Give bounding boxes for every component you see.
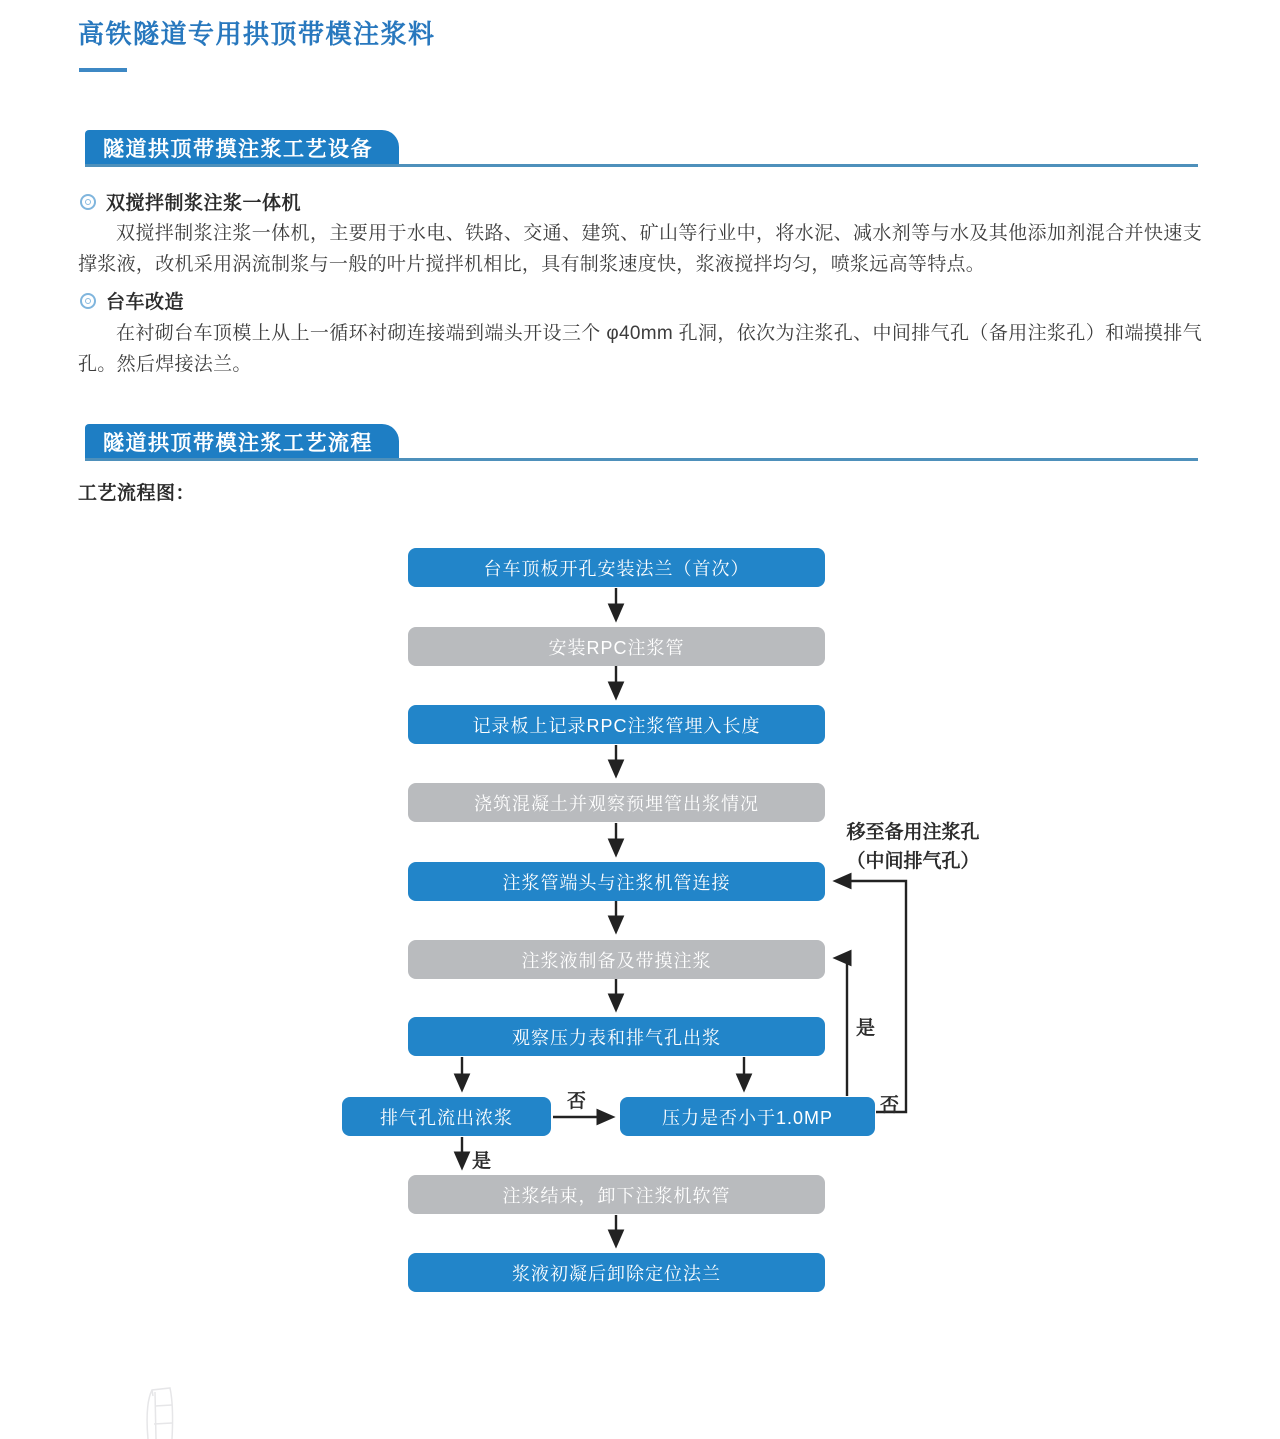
page-title: 高铁隧道专用拱顶带模注浆料 [78, 19, 436, 49]
loop-annotation [838, 818, 988, 876]
flow-node-install-rpc-pipe: 安装RPC注浆管 [408, 627, 825, 666]
equipment-item-2 [80, 287, 184, 314]
loop-annotation-line1: 移至备用注浆孔 [846, 822, 980, 843]
flow-node-install-flange: 台车顶板开孔安装法兰（首次） [408, 548, 825, 587]
loop-annotation-line2: （中间排气孔） [846, 851, 980, 872]
double-circle-bullet-icon [80, 293, 96, 309]
edge-label-yes-loop: 是 [856, 1018, 876, 1039]
building-watermark-icon [136, 1386, 196, 1439]
equipment-item-1-heading: 双搅拌制浆注浆一体机 [106, 193, 302, 214]
flow-node-record-length: 记录板上记录RPC注浆管埋入长度 [408, 705, 825, 744]
edge-label-yes: 是 [472, 1151, 492, 1172]
edge-label-no-loop: 否 [880, 1095, 900, 1116]
edge-label-no: 否 [567, 1091, 587, 1112]
flow-node-prepare-grout: 注浆液制备及带摸注浆 [408, 940, 825, 979]
section-rule [85, 458, 1198, 461]
flow-node-finish-grouting: 注浆结束，卸下注浆机软管 [408, 1175, 825, 1214]
flow-node-pressure-check: 压力是否小于1.0MP [620, 1097, 875, 1136]
flow-node-pour-concrete: 浇筑混凝土并观察预埋管出浆情况 [408, 783, 825, 822]
equipment-item-1-body: 双搅拌制浆注浆一体机，主要用于水电、铁路、交通、建筑、矿山等行业中，将水泥、减水剂等与水及其他添加剂混合并快速支撑浆液，改机采用涡流制浆与一般的叶片搅拌机相比，具有制浆速度快，浆液搅拌均匀，喷浆远高等特点。 [78, 223, 1202, 275]
title-underline [79, 68, 127, 72]
flowchart-caption: 工艺流程图： [78, 483, 196, 504]
section-banner-equipment: 隧道拱顶带摸注浆工艺设备 [85, 130, 399, 166]
equipment-item-1 [80, 188, 301, 215]
double-circle-bullet-icon [80, 194, 96, 210]
section-rule [85, 164, 1198, 167]
flow-node-connect-machine: 注浆管端头与注浆机管连接 [408, 862, 825, 901]
flow-node-observe-pressure: 观察压力表和排气孔出浆 [408, 1017, 825, 1056]
flow-node-remove-flange: 浆液初凝后卸除定位法兰 [408, 1253, 825, 1292]
section-banner-process: 隧道拱顶带模注浆工艺流程 [85, 424, 399, 460]
equipment-item-2-body: 在衬砌台车顶模上从上一循环衬砌连接端到端头开设三个 φ40mm 孔洞，依次为注浆孔、中间排气孔（备用注浆孔）和端摸排气孔。然后焊接法兰。 [78, 323, 1202, 375]
equipment-item-2-heading: 台车改造 [106, 292, 185, 313]
flow-node-vent-thick-grout: 排气孔流出浓浆 [342, 1097, 551, 1136]
